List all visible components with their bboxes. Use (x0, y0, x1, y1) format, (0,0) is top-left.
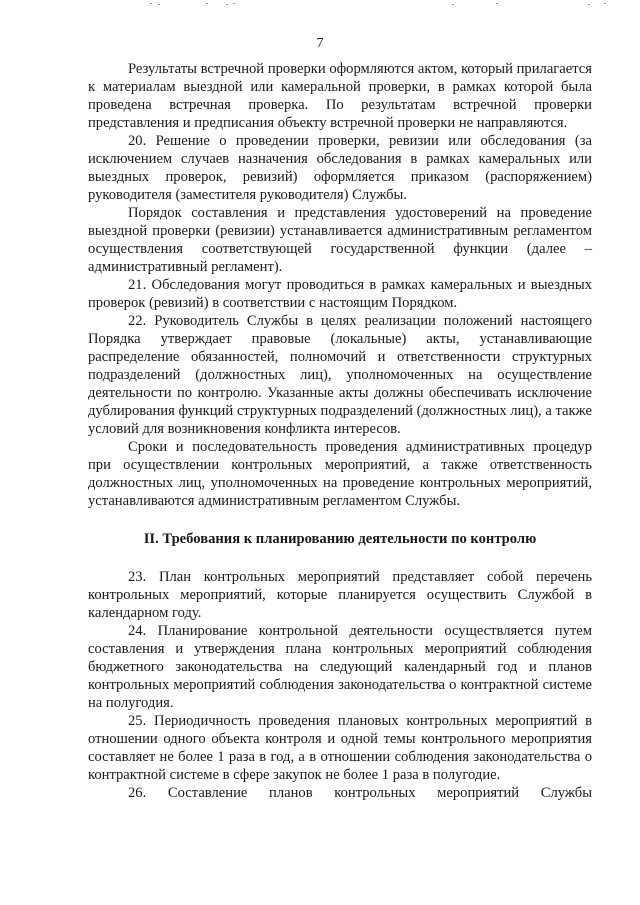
paragraph-deadlines: Сроки и последовательность проведения административных процедур при осуществлении контрольных мероприятий, а также ответственность должностных лиц, уполномоченных на проведение контрольных мероприятий, устанавливаются административным регламентом Службы. (88, 439, 592, 509)
paragraph-20: 20. Решение о проведении проверки, ревизии или обследования (за исключением случаев назначения обследования в рамках камеральных или выездных проверок, ревизий) оформляется приказом (распоряжением) руководителя (заместителя руководителя) Службы. (88, 133, 592, 203)
paragraph-25: 25. Периодичность проведения плановых контрольных мероприятий в отношении одного объекта контроля и одной темы контрольного мероприятия составляет не более 1 раза в год, а в отношении соблюдения законодательства о контрактной системе в сфере закупок не более 1 раза в полугодие. (88, 713, 592, 783)
paragraph-26: 26. Составление планов контрольных мероприятий Службы (128, 785, 592, 801)
scan-artifacts (0, 0, 640, 12)
paragraph-24: 24. Планирование контрольной деятельности осуществляется путем составления и утверждения плана контрольных мероприятий соблюдения бюджетного законодательства на следующий календарный год и планов контрольных мероприятий соблюдения законодательства о контрактной системе на полугодия. (88, 623, 592, 711)
paragraph-certificate-procedure: Порядок составления и представления удостоверений на проведение выездной проверки (ревизии) устанавливается административным регламентом осуществления соответствующей государственной функции (далее – административный регламент). (88, 205, 592, 275)
document-body (88, 60, 592, 802)
paragraph-22: 22. Руководитель Службы в целях реализации положений настоящего Порядка утверждает правовые (локальные) акты, устанавливающие распределение обязанностей, полномочий и ответственности структурных подразделений (должностных лиц), уполномоченных на осуществление деятельности по контролю. Указанные акты должны обеспечивать исключение дублирования функций структурных подразделений (должностных лиц), а также условий для возникновения конфликта интересов. (88, 313, 592, 437)
page-number: 7 (316, 36, 324, 51)
paragraph-counter-check-results: Результаты встречной проверки оформляются актом, который прилагается к материалам выездной или камеральной проверки, в рамках которой была проведена встречная проверка. По результатам встречной проверки представления и предписания объекту встречной проверки не направляются. (88, 61, 592, 131)
section-heading: II. Требования к планированию деятельности по контролю (143, 531, 537, 547)
paragraph-21: 21. Обследования могут проводиться в рамках камеральных и выездных проверок (ревизий) в соответствии с настоящим Порядком. (88, 277, 592, 311)
paragraph-23: 23. План контрольных мероприятий представляет собой перечень контрольных мероприятий, которые планируется осуществить Службой в календарном году. (88, 569, 592, 621)
